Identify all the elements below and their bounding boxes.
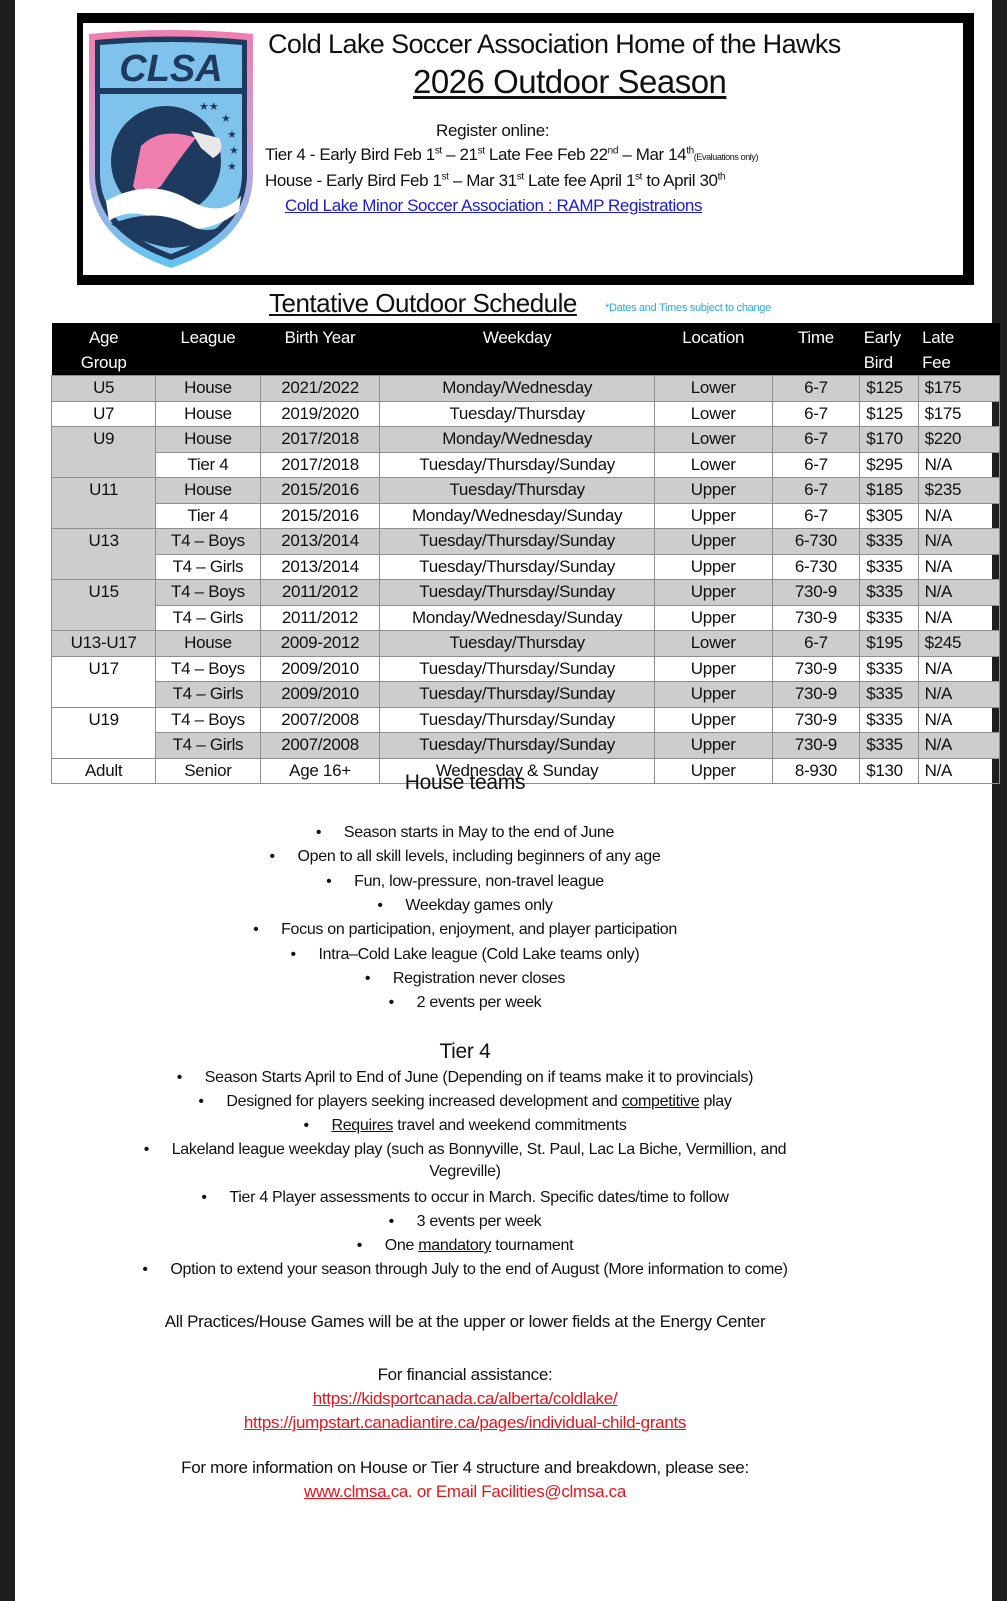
location-cell: Upper (654, 733, 772, 759)
weekday-cell: Monday/Wednesday (380, 427, 654, 453)
league-cell: Tier 4 (156, 452, 260, 478)
location-cell: Upper (654, 682, 772, 708)
late-cell: N/A (918, 580, 999, 606)
location-cell: Upper (654, 529, 772, 555)
birth-cell: 2009-2012 (260, 631, 380, 657)
column-header: League (156, 323, 260, 376)
bullet-icon: • (377, 896, 383, 914)
league-cell: House (156, 376, 260, 402)
age-group-cell: Adult (52, 758, 156, 784)
late-cell: N/A (918, 452, 999, 478)
early-cell: $185 (860, 478, 918, 504)
early-cell: $335 (860, 605, 918, 631)
table-row (52, 656, 1000, 682)
league-cell: House (156, 401, 260, 427)
house-bullet: • Weekday games only (377, 896, 553, 914)
jumpstart-link[interactable]: https://jumpstart.canadiantire.ca/pages/individual-child-grants (243, 1413, 687, 1432)
schedule-note: *Dates and Times subject to change (605, 302, 771, 314)
weekday-cell: Tuesday/Thursday/Sunday (380, 682, 654, 708)
table-header-row (52, 323, 1000, 376)
table-row (52, 605, 1000, 631)
birth-cell: 2017/2018 (260, 427, 380, 453)
weekday-cell: Monday/Wednesday (380, 376, 654, 402)
birth-cell: 2007/2008 (260, 733, 380, 759)
league-cell: Senior (156, 758, 260, 784)
house-bullet: • Open to all skill levels, including beginners of any age (269, 848, 661, 866)
column-header: Early Bird (860, 323, 918, 376)
location-cell: Lower (654, 376, 772, 402)
league-cell: Tier 4 (156, 503, 260, 529)
early-cell: $335 (860, 682, 918, 708)
tier4-bullet: • One mandatory tournament (356, 1237, 574, 1254)
location-cell: Lower (654, 631, 772, 657)
late-cell: N/A (918, 758, 999, 784)
weekday-cell: Monday/Wednesday/Sunday (380, 503, 654, 529)
house-bullet: • Registration never closes (364, 969, 566, 987)
register-label: Register online: (436, 121, 550, 140)
age-group-cell: U7 (52, 401, 156, 427)
table-row (52, 452, 1000, 478)
table-row (52, 503, 1000, 529)
late-cell: N/A (918, 554, 999, 580)
early-cell: $125 (860, 401, 918, 427)
birth-cell: Age 16+ (260, 758, 380, 784)
table-row (52, 376, 1000, 402)
early-cell: $130 (860, 758, 918, 784)
tier4-bullet: • Tier 4 Player assessments to occur in March. Specific dates/time to follow (201, 1189, 729, 1206)
svg-text:★: ★ (221, 112, 231, 125)
early-cell: $335 (860, 554, 918, 580)
early-cell: $305 (860, 503, 918, 529)
svg-text:★: ★ (227, 128, 237, 141)
time-cell: 730-9 (772, 707, 860, 733)
weekday-cell: Tuesday/Thursday (380, 631, 654, 657)
time-cell: 730-9 (772, 656, 860, 682)
svg-text:★★: ★★ (199, 100, 219, 113)
late-cell: N/A (918, 529, 999, 555)
tier4-bullet-continuation: Vegreville) (429, 1163, 501, 1180)
league-cell: House (156, 631, 260, 657)
time-cell: 6-730 (772, 554, 860, 580)
time-cell: 6-7 (772, 478, 860, 504)
bullet-icon: • (364, 969, 371, 987)
early-cell: $335 (860, 656, 918, 682)
column-header: Time (772, 323, 860, 376)
table-row (52, 554, 1000, 580)
birth-cell: 2017/2018 (260, 452, 380, 478)
early-cell: $195 (860, 631, 918, 657)
weekday-cell: Tuesday/Thursday/Sunday (380, 452, 654, 478)
time-cell: 6-7 (772, 376, 860, 402)
time-cell: 8-930 (772, 758, 860, 784)
column-header: Location (654, 323, 772, 376)
late-cell: $235 (918, 478, 999, 504)
league-cell: T4 – Boys (156, 529, 260, 555)
weekday-cell: Tuesday/Thursday/Sunday (380, 529, 654, 555)
league-cell: T4 – Boys (156, 656, 260, 682)
time-cell: 730-9 (772, 682, 860, 708)
location-cell: Lower (654, 452, 772, 478)
kidsport-link-row (15, 1389, 915, 1409)
league-cell: House (156, 427, 260, 453)
bullet-icon: • (269, 848, 275, 866)
league-cell: T4 – Girls (156, 554, 260, 580)
table-row (52, 733, 1000, 759)
late-cell: $245 (918, 631, 999, 657)
weekday-cell: Tuesday/Thursday (380, 401, 654, 427)
contact-email[interactable]: ca. or Email Facilities@clmsa.ca (390, 1482, 627, 1501)
age-group-cell: U5 (52, 376, 156, 402)
weekday-cell: Tuesday/Thursday/Sunday (380, 580, 654, 606)
table-row (52, 529, 1000, 555)
time-cell: 730-9 (772, 605, 860, 631)
location-cell: Upper (654, 554, 772, 580)
house-bullet: • Season starts in May to the end of June (315, 824, 615, 841)
house-bullet: • Fun, low-pressure, non-travel league (326, 872, 604, 890)
bullet-icon: • (315, 824, 322, 841)
location-cell: Upper (654, 503, 772, 529)
birth-cell: 2013/2014 (260, 554, 380, 580)
late-cell: N/A (918, 682, 999, 708)
late-cell: $175 (918, 401, 999, 427)
early-cell: $335 (860, 529, 918, 555)
early-cell: $335 (860, 580, 918, 606)
bullet-icon: • (326, 872, 332, 890)
age-group-cell: U15 (52, 580, 156, 631)
clsa-hawk-logo-icon (81, 26, 261, 271)
jumpstart-link-row (15, 1413, 915, 1433)
age-group-cell: U13 (52, 529, 156, 580)
tier4-bullet: • Requires travel and weekend commitments (303, 1117, 627, 1134)
weekday-cell: Tuesday/Thursday/Sunday (380, 656, 654, 682)
age-group-cell: U9 (52, 427, 156, 478)
time-cell: 6-7 (772, 631, 860, 657)
league-cell: House (156, 478, 260, 504)
age-group-cell: U19 (52, 707, 156, 758)
location-cell: Upper (654, 707, 772, 733)
financial-label: For financial assistance: (377, 1365, 553, 1384)
location-cell: Upper (654, 656, 772, 682)
late-cell: N/A (918, 605, 999, 631)
column-header: Late Fee (918, 323, 999, 376)
time-cell: 6-730 (772, 529, 860, 555)
weekday-cell: Wednesday & Sunday (380, 758, 654, 784)
table-row (52, 401, 1000, 427)
house-teams-heading: House teams (404, 771, 526, 794)
bullet-icon: • (253, 921, 259, 939)
birth-cell: 2021/2022 (260, 376, 380, 402)
house-bullet: • 2 events per week (388, 994, 542, 1012)
late-cell: $220 (918, 427, 999, 453)
weekday-cell: Monday/Wednesday/Sunday (380, 605, 654, 631)
time-cell: 730-9 (772, 733, 860, 759)
age-group-cell: U11 (52, 478, 156, 529)
column-header: Weekday (380, 323, 654, 376)
weekday-cell: Tuesday/Thursday/Sunday (380, 707, 654, 733)
time-cell: 730-9 (772, 580, 860, 606)
document-page (15, 0, 992, 1601)
bullet-icon: • (290, 945, 296, 963)
tier4-bullet: • 3 events per week (388, 1213, 542, 1230)
weekday-cell: Tuesday/Thursday (380, 478, 654, 504)
early-cell: $125 (860, 376, 918, 402)
early-cell: $170 (860, 427, 918, 453)
table-row (52, 427, 1000, 453)
svg-text:CLSA: CLSA (119, 48, 223, 90)
more-info-text: For more information on House or Tier 4 structure and breakdown, please see: (181, 1458, 749, 1477)
late-cell: N/A (918, 733, 999, 759)
table-row (52, 707, 1000, 733)
late-cell: $175 (918, 376, 999, 402)
league-cell: T4 – Girls (156, 605, 260, 631)
league-cell: T4 – Girls (156, 733, 260, 759)
birth-cell: 2009/2010 (260, 682, 380, 708)
location-cell: Upper (654, 605, 772, 631)
time-cell: 6-7 (772, 503, 860, 529)
svg-text:★: ★ (227, 160, 237, 173)
house-registration-dates: House - Early Bird Feb 1st – Mar 31st Late fee April 1st to April 30th (265, 171, 726, 190)
tier4-bullet: • Lakeland league weekday play (such as Bonnyville, St. Paul, Lac La Biche, Vermillion, and (143, 1141, 787, 1158)
time-cell: 6-7 (772, 427, 860, 453)
schedule-table (51, 323, 1000, 784)
table-row (52, 682, 1000, 708)
late-cell: N/A (918, 503, 999, 529)
tier4-bullet: • Option to extend your season through July to the end of August (More information to come) (142, 1261, 788, 1278)
league-cell: T4 – Girls (156, 682, 260, 708)
location-cell: Upper (654, 478, 772, 504)
tier4-registration-dates: Tier 4 - Early Bird Feb 1st – 21st Late Fee Feb 22nd – Mar 14th(Evaluations only) (265, 145, 759, 164)
contact-row (15, 1482, 915, 1502)
league-cell: T4 – Boys (156, 580, 260, 606)
location-cell: Upper (654, 758, 772, 784)
table-row (52, 580, 1000, 606)
late-cell: N/A (918, 707, 999, 733)
age-group-cell: U13-U17 (52, 631, 156, 657)
house-bullet: • Focus on participation, enjoyment, and player participation (253, 921, 677, 939)
location-cell: Upper (654, 580, 772, 606)
season-title: 2026 Outdoor Season (413, 63, 727, 100)
weekday-cell: Tuesday/Thursday/Sunday (380, 733, 654, 759)
tier4-bullet: • Designed for players seeking increased development and competitive play (198, 1093, 732, 1110)
svg-text:★: ★ (229, 144, 239, 157)
birth-cell: 2009/2010 (260, 656, 380, 682)
kidsport-link[interactable]: https://kidsportcanada.ca/alberta/coldlake/ (312, 1389, 618, 1408)
house-bullet: • Intra–Cold Lake league (Cold Lake teams only) (290, 945, 640, 963)
header-banner (77, 13, 974, 285)
time-cell: 6-7 (772, 401, 860, 427)
ramp-registration-link[interactable]: Cold Lake Minor Soccer Association : RAMP Registrations (285, 196, 703, 215)
tier4-heading: Tier 4 (439, 1040, 491, 1063)
website-link[interactable]: www.clmsa. (303, 1482, 391, 1501)
birth-cell: 2011/2012 (260, 580, 380, 606)
early-cell: $295 (860, 452, 918, 478)
table-row (52, 478, 1000, 504)
age-group-cell: U17 (52, 656, 156, 707)
fields-note: All Practices/House Games will be at the upper or lower fields at the Energy Center (164, 1312, 766, 1331)
tier4-bullet: • Season Starts April to End of June (Depending on if teams make it to provincials) (176, 1069, 754, 1086)
weekday-cell: Tuesday/Thursday/Sunday (380, 554, 654, 580)
column-header: Birth Year (260, 323, 380, 376)
column-header: Age Group (52, 323, 156, 376)
location-cell: Lower (654, 427, 772, 453)
birth-cell: 2011/2012 (260, 605, 380, 631)
bullet-icon: • (388, 994, 394, 1012)
league-cell: T4 – Boys (156, 707, 260, 733)
birth-cell: 2007/2008 (260, 707, 380, 733)
birth-cell: 2015/2016 (260, 478, 380, 504)
early-cell: $335 (860, 733, 918, 759)
birth-cell: 2015/2016 (260, 503, 380, 529)
early-cell: $335 (860, 707, 918, 733)
table-row (52, 631, 1000, 657)
late-cell: N/A (918, 656, 999, 682)
birth-cell: 2019/2020 (260, 401, 380, 427)
time-cell: 6-7 (772, 452, 860, 478)
birth-cell: 2013/2014 (260, 529, 380, 555)
schedule-title: Tentative Outdoor Schedule (269, 288, 577, 318)
org-title: Cold Lake Soccer Association Home of the Hawks (268, 29, 841, 59)
location-cell: Lower (654, 401, 772, 427)
